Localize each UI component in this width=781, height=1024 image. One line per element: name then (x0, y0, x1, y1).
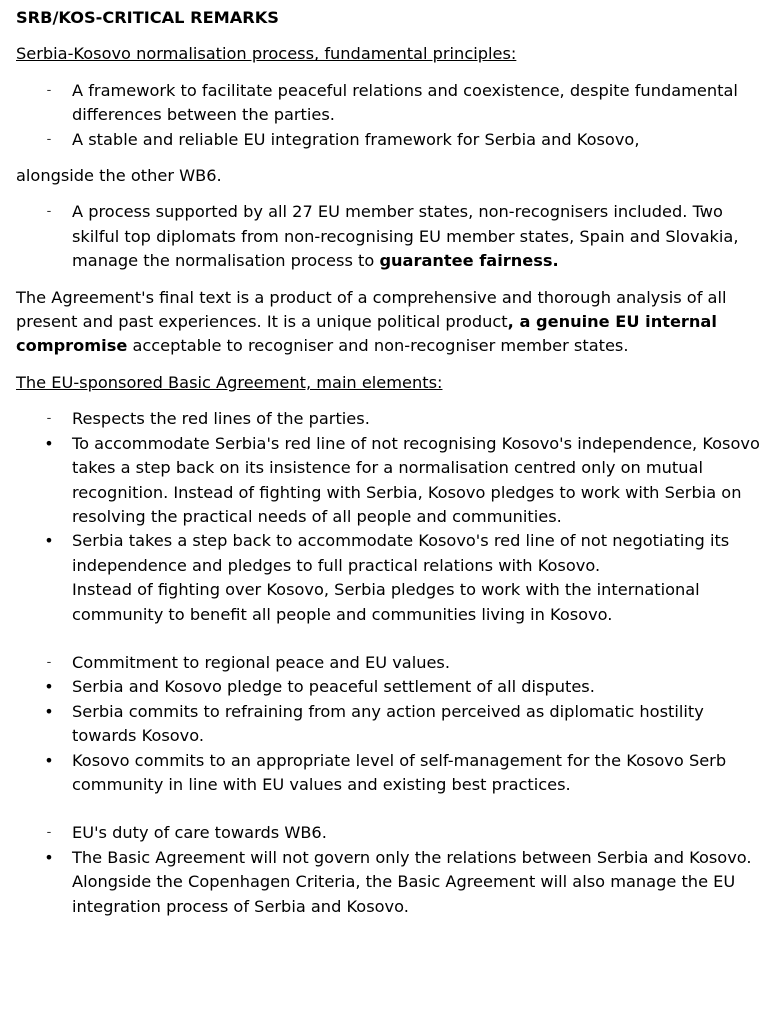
section-heading-elements: The EU-sponsored Basic Agreement, main elements: (16, 372, 443, 392)
document-title: SRB/KOS-CRITICAL REMARKS (16, 8, 279, 27)
dash-bullet-icon: - (46, 204, 52, 220)
continuation-text: alongside the other WB6. (16, 166, 222, 186)
dot-bullet-icon: • (44, 531, 54, 551)
list-item (16, 821, 765, 845)
list-item-text: Commitment to regional peace and EU values. (72, 652, 450, 672)
paragraph-text: acceptable to recogniser and non-recogniser member states. (127, 336, 629, 356)
list-item (16, 529, 765, 627)
dot-bullet-icon: • (44, 847, 54, 867)
list-item (16, 651, 765, 675)
elements-list (16, 407, 765, 919)
list-item (16, 128, 765, 152)
list-item (16, 407, 765, 431)
list-item (16, 675, 765, 699)
list-item (16, 79, 765, 128)
dash-bullet-icon: - (46, 82, 52, 98)
list-item (16, 700, 765, 749)
list-item (16, 749, 765, 798)
principles-list (16, 79, 765, 152)
list-item (16, 200, 765, 273)
emphasis-text: , a genuine EU internal compromise (16, 312, 717, 356)
dot-bullet-icon: • (44, 433, 54, 453)
emphasis-text: guarantee fairness. (379, 251, 559, 271)
dot-bullet-icon: • (44, 677, 54, 697)
list-item-text: Instead of fighting over Kosovo, Serbia pledges to work with the international community to benefit all people and communities living in Kosovo. (72, 580, 700, 624)
dot-bullet-icon: • (44, 750, 54, 770)
list-item-text: Serbia takes a step back to accommodate Kosovo's red line of not negotiating its independence and pledges to full practical relations with Kosovo. (72, 531, 730, 575)
dot-bullet-icon: • (44, 701, 54, 721)
dash-bullet-icon: - (46, 411, 52, 427)
list-item-text: Respects the red lines of the parties. (72, 409, 370, 429)
agreement-paragraph (16, 286, 765, 359)
dash-bullet-icon: - (46, 654, 52, 670)
list-item-text: Serbia and Kosovo pledge to peaceful settlement of all disputes. (72, 677, 595, 697)
list-item-text: Serbia commits to refraining from any action perceived as diplomatic hostility towards Kosovo. (72, 701, 704, 746)
dash-bullet-icon: - (46, 131, 52, 147)
list-item-text: To accommodate Serbia's red line of not recognising Kosovo's independence, Kosovo takes a step back on its insistence for a normalisation centred only on mutual recognition. Instead of fighting with Serbia, Kosovo pledges to work with Serbia on resolving the practical needs of all people and communities. (72, 433, 760, 526)
list-item-text: A process supported by all 27 EU member states, non-recognisers included. Two skilful top diplomats from non-recognising EU member states, Spain and Slovakia, manage the normalisation process to (72, 202, 739, 271)
list-item (16, 432, 765, 530)
principles-list-continued (16, 200, 765, 273)
list-spacer (16, 797, 765, 821)
list-item-text: EU's duty of care towards WB6. (72, 823, 327, 843)
paragraph-text: The Agreement's final text is a product of a comprehensive and thorough analysis of all present and past experiences. It is a unique political product (16, 287, 727, 332)
list-item-text: A stable and reliable EU integration framework for Serbia and Kosovo, (72, 129, 640, 149)
list-spacer (16, 627, 765, 651)
dash-bullet-icon: - (46, 825, 52, 841)
list-item-text: A framework to facilitate peaceful relations and coexistence, despite fundamental differences between the parties. (72, 80, 738, 125)
list-item-text: Kosovo commits to an appropriate level of self-management for the Kosovo Serb community in line with EU values and existing best practices. (72, 750, 727, 794)
list-item-text: The Basic Agreement will not govern only the relations between Serbia and Kosovo. Alongside the Copenhagen Criteria, the Basic Agreement will also manage the EU integration process of Serbia and Kosovo. (72, 847, 752, 916)
list-item (16, 846, 765, 919)
section-heading-principles: Serbia-Kosovo normalisation process, fundamental principles: (16, 44, 517, 64)
